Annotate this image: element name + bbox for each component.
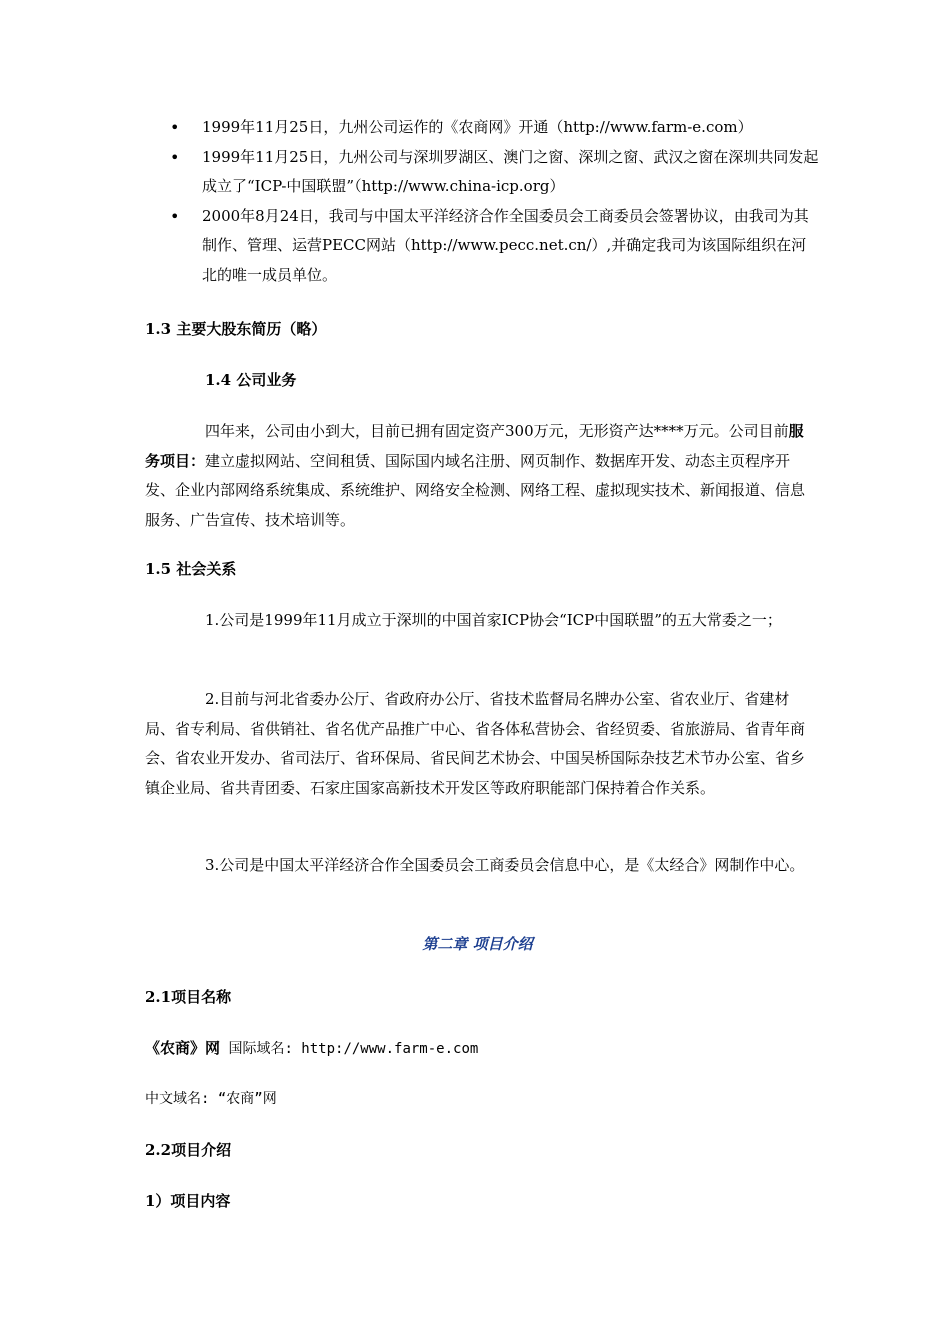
social-paragraph-3: 3.公司是中国太平洋经济合作全国委员会工商委员会信息中心，是《太经合》网制作中心。 bbox=[205, 856, 805, 874]
section-heading-1-3: 1.3 主要大股东简历（略） bbox=[145, 320, 327, 338]
service-items-label: 服务项目： bbox=[145, 422, 804, 470]
list-item bbox=[170, 113, 820, 143]
business-paragraph bbox=[145, 417, 810, 535]
chapter-title: 第二章 项目介绍 bbox=[422, 935, 533, 953]
project-name: 《农商》网 bbox=[145, 1039, 221, 1057]
bullet-icon: • bbox=[170, 147, 180, 167]
business-rest: 建立虚拟网站、空间租赁、国际国内域名注册、网页制作、数据库开发、动态主页程序开发、企业内部网络系统集成、系统维护、网络安全检测、网络工程、虚拟现实技术、新闻报道、信息服务、广告宣传、技术培训等。 bbox=[145, 451, 806, 529]
section-heading-1-5: 1.5 社会关系 bbox=[145, 560, 237, 578]
bullet-icon: • bbox=[170, 118, 180, 137]
bullet-icon: • bbox=[170, 206, 180, 226]
section-heading-1-4: 1.4 公司业务 bbox=[205, 371, 297, 389]
subheading-project-content: 1）项目内容 bbox=[145, 1192, 231, 1210]
list-item-text: 1999年11月25日，九州公司运作的《农商网》开通（http://www.farm-e.com） bbox=[202, 118, 753, 136]
milestone-list bbox=[170, 113, 820, 290]
social-paragraph-1: 1.公司是1999年11月成立于深圳的中国首家ICP协会“ICP中国联盟”的五大常委之一； bbox=[205, 611, 782, 629]
project-name-line bbox=[145, 1037, 478, 1058]
business-lead: 四年来，公司由小到大，目前已拥有固定资产300万元，无形资产达****万元。公司目前 bbox=[205, 422, 789, 440]
section-heading-2-1: 2.1项目名称 bbox=[145, 988, 232, 1006]
list-item-text: 2000年8月24日，我司与中国太平洋经济合作全国委员会工商委员会签署协议，由我司为其制作、管理、运营PECC网站（http://www.pecc.net.cn/）,并确定我司为该国际组织在河北的唯一成员单位。 bbox=[202, 206, 809, 284]
list-item bbox=[170, 202, 820, 291]
international-domain: 国际域名: http://www.farm-e.com bbox=[220, 1041, 479, 1057]
chinese-domain: 中文域名: “农商”网 bbox=[145, 1091, 277, 1107]
social-paragraph-2: 2.目前与河北省委办公厅、省政府办公厅、省技术监督局名牌办公室、省农业厅、省建材局、省专利局、省供销社、省名优产品推广中心、省各体私营协会、省经贸委、省旅游局、省青年商会、省农业开发办、省司法厅、省环保局、省民间艺术协会、中国吴桥国际杂技艺术节办公室、省乡镇企业局、省共青团委、石家庄国家高新技术开发区等政府职能部门保持着合作关系。 bbox=[145, 690, 806, 797]
section-heading-2-2: 2.2项目介绍 bbox=[145, 1141, 232, 1159]
list-item-text: 1999年11月25日，九州公司与深圳罗湖区、澳门之窗、深圳之窗、武汉之窗在深圳共同发起成立了“ICP-中国联盟”（http://www.china-icp.org） bbox=[202, 147, 819, 195]
list-item bbox=[170, 143, 820, 202]
